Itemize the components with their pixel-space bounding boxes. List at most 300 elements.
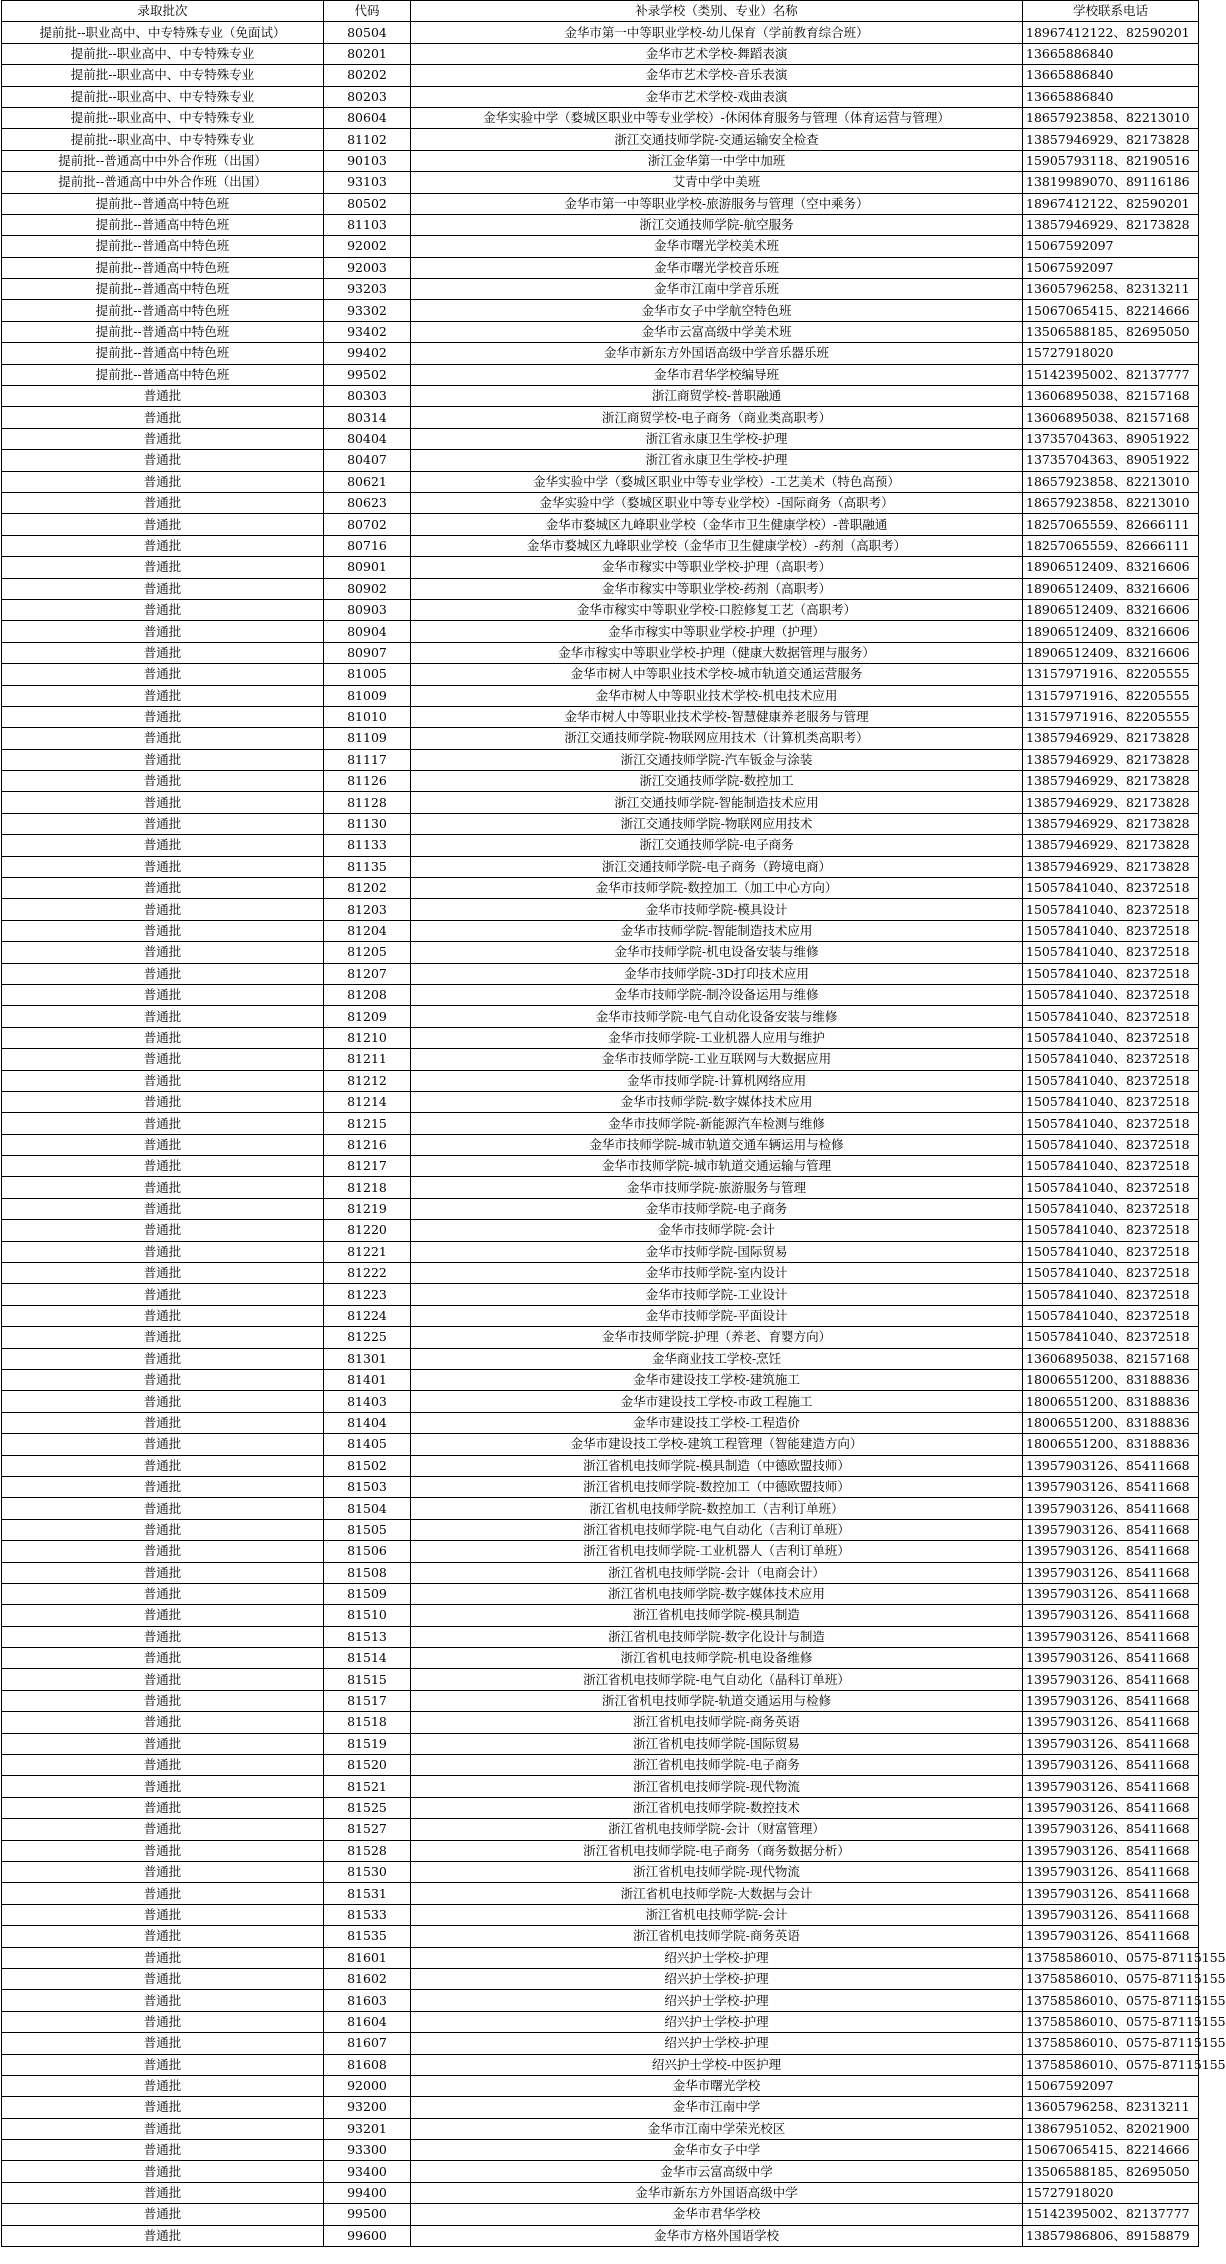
table-row	[2, 22, 1199, 43]
code-cell: 80203	[324, 86, 411, 107]
school-name-cell: 浙江金华第一中学中加班	[411, 150, 1023, 171]
batch-cell: 普通批	[2, 813, 324, 834]
phone-cell: 13605796258、82313211	[1023, 2097, 1199, 2118]
table-row	[2, 2075, 1199, 2096]
code-cell: 81401	[324, 1370, 411, 1391]
code-cell: 81514	[324, 1648, 411, 1669]
code-cell: 81135	[324, 856, 411, 877]
phone-cell: 13157971916、82205555	[1023, 664, 1199, 685]
batch-cell: 提前批--职业高中、中专特殊专业（免面试）	[2, 22, 324, 43]
phone-cell: 15057841040、82372518	[1023, 899, 1199, 920]
batch-cell: 普通批	[2, 1049, 324, 1070]
phone-cell: 18967412122、82590201	[1023, 193, 1199, 214]
code-cell: 80314	[324, 407, 411, 428]
phone-cell: 13957903126、85411668	[1023, 1605, 1199, 1626]
code-cell: 81220	[324, 1220, 411, 1241]
phone-cell: 13506588185、82695050	[1023, 2161, 1199, 2182]
code-cell: 99600	[324, 2225, 411, 2246]
table-row	[2, 1476, 1199, 1497]
phone-cell: 13957903126、85411668	[1023, 1455, 1199, 1476]
batch-cell: 普通批	[2, 2140, 324, 2161]
table-row	[2, 1305, 1199, 1326]
batch-cell: 普通批	[2, 1690, 324, 1711]
school-name-cell: 浙江省机电技师学院-电气自动化（吉利订单班）	[411, 1519, 1023, 1540]
table-row	[2, 514, 1199, 535]
school-name-cell: 金华市技师学院-机电设备安装与维修	[411, 942, 1023, 963]
code-cell: 81005	[324, 664, 411, 685]
batch-cell: 普通批	[2, 984, 324, 1005]
school-name-cell: 金华市婺城区九峰职业学校（金华市卫生健康学校）-药剂（高职考）	[411, 535, 1023, 556]
batch-cell: 提前批--职业高中、中专特殊专业	[2, 65, 324, 86]
table-row	[2, 942, 1199, 963]
school-name-cell: 金华市曙光学校	[411, 2075, 1023, 2096]
batch-cell: 普通批	[2, 2075, 324, 2096]
code-cell: 92002	[324, 236, 411, 257]
batch-cell: 普通批	[2, 664, 324, 685]
school-name-cell: 金华市第一中等职业学校-幼儿保育（学前教育综合班）	[411, 22, 1023, 43]
phone-cell: 18906512409、83216606	[1023, 599, 1199, 620]
code-cell: 99500	[324, 2204, 411, 2225]
code-cell: 81219	[324, 1198, 411, 1219]
code-cell: 81109	[324, 728, 411, 749]
table-row	[2, 664, 1199, 685]
batch-cell: 普通批	[2, 428, 324, 449]
school-name-cell: 浙江省机电技师学院-大数据与会计	[411, 1883, 1023, 1904]
phone-cell: 13957903126、85411668	[1023, 1733, 1199, 1754]
code-cell: 80404	[324, 428, 411, 449]
batch-cell: 普通批	[2, 1091, 324, 1112]
table-row	[2, 1690, 1199, 1711]
table-row	[2, 1797, 1199, 1818]
code-cell: 93300	[324, 2140, 411, 2161]
phone-cell: 18906512409、83216606	[1023, 557, 1199, 578]
phone-cell: 13758586010、0575-87115155	[1023, 1947, 1199, 1968]
phone-cell: 15057841040、82372518	[1023, 1091, 1199, 1112]
phone-cell: 13758586010、0575-87115155	[1023, 2054, 1199, 2075]
code-cell: 81215	[324, 1113, 411, 1134]
school-name-cell: 金华市建设技工学校-市政工程施工	[411, 1391, 1023, 1412]
phone-cell: 13857946929、82173828	[1023, 835, 1199, 856]
school-name-cell: 金华市技师学院-城市轨道交通运输与管理	[411, 1156, 1023, 1177]
school-name-cell: 金华市云富高级中学	[411, 2161, 1023, 2182]
phone-cell: 15067592097	[1023, 236, 1199, 257]
school-name-cell: 金华市女子中学	[411, 2140, 1023, 2161]
code-cell: 81603	[324, 1990, 411, 2011]
batch-cell: 普通批	[2, 2097, 324, 2118]
batch-cell: 普通批	[2, 578, 324, 599]
school-name-cell: 金华市技师学院-计算机网络应用	[411, 1070, 1023, 1091]
phone-cell: 13857946929、82173828	[1023, 813, 1199, 834]
table-row	[2, 1327, 1199, 1348]
batch-cell: 普通批	[2, 2011, 324, 2032]
phone-cell: 13758586010、0575-87115155	[1023, 1990, 1199, 2011]
school-name-cell: 浙江省永康卫生学校-护理	[411, 450, 1023, 471]
phone-cell: 13957903126、85411668	[1023, 1712, 1199, 1733]
school-name-cell: 金华市云富高级中学美术班	[411, 321, 1023, 342]
school-name-cell: 金华市技师学院-新能源汽车检测与维修	[411, 1113, 1023, 1134]
table-row	[2, 920, 1199, 941]
table-row	[2, 1113, 1199, 1134]
table-row	[2, 1049, 1199, 1070]
table-row	[2, 878, 1199, 899]
batch-cell: 普通批	[2, 1348, 324, 1369]
code-cell: 81533	[324, 1904, 411, 1925]
code-cell: 80623	[324, 492, 411, 513]
school-name-cell: 金华市第一中等职业学校-旅游服务与管理（空中乘务）	[411, 193, 1023, 214]
code-cell: 81225	[324, 1327, 411, 1348]
school-name-cell: 金华市建设技工学校-建筑施工	[411, 1370, 1023, 1391]
table-row	[2, 343, 1199, 364]
batch-cell: 普通批	[2, 1070, 324, 1091]
code-cell: 81301	[324, 1348, 411, 1369]
code-cell: 81504	[324, 1498, 411, 1519]
code-cell: 81103	[324, 214, 411, 235]
phone-cell: 18657923858、82213010	[1023, 107, 1199, 128]
batch-cell: 普通批	[2, 1648, 324, 1669]
code-cell: 81214	[324, 1091, 411, 1112]
code-cell: 81404	[324, 1412, 411, 1433]
phone-cell: 13857986806、89158879	[1023, 2225, 1199, 2246]
table-row	[2, 1712, 1199, 1733]
school-name-cell: 浙江省永康卫生学校-护理	[411, 428, 1023, 449]
code-cell: 80407	[324, 450, 411, 471]
school-name-cell: 金华市稼实中等职业学校-护理（护理）	[411, 621, 1023, 642]
code-cell: 81102	[324, 129, 411, 150]
phone-cell: 13957903126、85411668	[1023, 1648, 1199, 1669]
batch-cell: 普通批	[2, 1755, 324, 1776]
batch-cell: 提前批--职业高中、中专特殊专业	[2, 43, 324, 64]
phone-cell: 13605796258、82313211	[1023, 279, 1199, 300]
table-row	[2, 1776, 1199, 1797]
table-row	[2, 706, 1199, 727]
phone-cell: 13957903126、85411668	[1023, 1755, 1199, 1776]
batch-cell: 普通批	[2, 749, 324, 770]
school-name-cell: 金华市君华学校	[411, 2204, 1023, 2225]
school-name-cell: 浙江省机电技师学院-电气自动化（晶科订单班）	[411, 1669, 1023, 1690]
code-cell: 81117	[324, 749, 411, 770]
batch-cell: 普通批	[2, 557, 324, 578]
code-cell: 80502	[324, 193, 411, 214]
phone-cell: 13857946929、82173828	[1023, 728, 1199, 749]
batch-cell: 提前批--普通高中特色班	[2, 193, 324, 214]
table-row	[2, 771, 1199, 792]
school-name-cell: 金华市君华学校编导班	[411, 364, 1023, 385]
phone-cell: 13506588185、82695050	[1023, 321, 1199, 342]
table-row	[2, 2182, 1199, 2203]
table-body	[2, 22, 1226, 2247]
batch-cell: 提前批--普通高中特色班	[2, 236, 324, 257]
code-cell: 80303	[324, 386, 411, 407]
batch-cell: 提前批--普通高中特色班	[2, 300, 324, 321]
code-cell: 92003	[324, 257, 411, 278]
phone-cell: 15057841040、82372518	[1023, 1070, 1199, 1091]
header-phone: 学校联系电话	[1023, 1, 1199, 22]
batch-cell: 普通批	[2, 1712, 324, 1733]
table-row	[2, 1605, 1199, 1626]
school-name-cell: 浙江省机电技师学院-模具制造	[411, 1605, 1023, 1626]
phone-cell: 13665886840	[1023, 43, 1199, 64]
phone-cell: 15057841040、82372518	[1023, 1220, 1199, 1241]
school-name-cell: 金华市艺术学校-舞蹈表演	[411, 43, 1023, 64]
table-row	[2, 1027, 1199, 1048]
phone-cell: 13819989070、89116186	[1023, 172, 1199, 193]
phone-cell: 15057841040、82372518	[1023, 1284, 1199, 1305]
table-row	[2, 685, 1199, 706]
phone-cell: 18657923858、82213010	[1023, 471, 1199, 492]
batch-cell: 普通批	[2, 407, 324, 428]
code-cell: 81212	[324, 1070, 411, 1091]
batch-cell: 普通批	[2, 1305, 324, 1326]
batch-cell: 提前批--职业高中、中专特殊专业	[2, 129, 324, 150]
batch-cell: 普通批	[2, 1583, 324, 1604]
table-row	[2, 1263, 1199, 1284]
phone-cell: 15057841040、82372518	[1023, 984, 1199, 1005]
code-cell: 80702	[324, 514, 411, 535]
code-cell: 93400	[324, 2161, 411, 2182]
phone-cell: 13758586010、0575-87115155	[1023, 1968, 1199, 1989]
phone-cell: 15067592097	[1023, 257, 1199, 278]
phone-cell: 13606895038、82157168	[1023, 386, 1199, 407]
code-cell: 81521	[324, 1776, 411, 1797]
school-name-cell: 浙江省机电技师学院-工业机器人（吉利订单班）	[411, 1541, 1023, 1562]
batch-cell: 普通批	[2, 1926, 324, 1947]
code-cell: 81210	[324, 1027, 411, 1048]
table-row	[2, 257, 1199, 278]
phone-cell: 15067065415、82214666	[1023, 300, 1199, 321]
batch-cell: 普通批	[2, 1198, 324, 1219]
school-name-cell: 金华实验中学（婺城区职业中等专业学校）-工艺美术（特色高预）	[411, 471, 1023, 492]
table-row	[2, 86, 1199, 107]
phone-cell: 13735704363、89051922	[1023, 428, 1199, 449]
school-name-cell: 金华市技师学院-室内设计	[411, 1263, 1023, 1284]
code-cell: 81216	[324, 1134, 411, 1155]
table-row	[2, 2225, 1199, 2246]
table-row	[2, 557, 1199, 578]
batch-cell: 普通批	[2, 1370, 324, 1391]
header-school-name: 补录学校（类别、专业）名称	[411, 1, 1023, 22]
table-row	[2, 856, 1199, 877]
code-cell: 81508	[324, 1562, 411, 1583]
phone-cell: 15905793118、82190516	[1023, 150, 1199, 171]
table-row	[2, 2097, 1199, 2118]
batch-cell: 普通批	[2, 1498, 324, 1519]
table-row	[2, 963, 1199, 984]
code-cell: 80604	[324, 107, 411, 128]
school-name-cell: 金华市技师学院-护理（养老、育婴方向）	[411, 1327, 1023, 1348]
code-cell: 81133	[324, 835, 411, 856]
table-row	[2, 279, 1199, 300]
batch-cell: 普通批	[2, 1391, 324, 1412]
table-row	[2, 1412, 1199, 1433]
school-name-cell: 金华市技师学院-工业互联网与大数据应用	[411, 1049, 1023, 1070]
code-cell: 81128	[324, 792, 411, 813]
code-cell: 81218	[324, 1177, 411, 1198]
table-row	[2, 321, 1199, 342]
table-row	[2, 1220, 1199, 1241]
batch-cell: 提前批--职业高中、中专特殊专业	[2, 86, 324, 107]
phone-cell: 13957903126、85411668	[1023, 1926, 1199, 1947]
phone-cell: 18257065559、82666111	[1023, 514, 1199, 535]
table-row	[2, 1177, 1199, 1198]
phone-cell: 13957903126、85411668	[1023, 1562, 1199, 1583]
code-cell: 81403	[324, 1391, 411, 1412]
table-row	[2, 1370, 1199, 1391]
header-code: 代码	[324, 1, 411, 22]
batch-cell: 提前批--普通高中中外合作班（出国）	[2, 150, 324, 171]
batch-cell: 提前批--普通高中特色班	[2, 364, 324, 385]
batch-cell: 普通批	[2, 1220, 324, 1241]
phone-cell: 15057841040、82372518	[1023, 878, 1199, 899]
batch-cell: 普通批	[2, 1541, 324, 1562]
batch-cell: 普通批	[2, 835, 324, 856]
batch-cell: 普通批	[2, 1733, 324, 1754]
school-name-cell: 金华市艺术学校-戏曲表演	[411, 86, 1023, 107]
phone-cell: 15727918020	[1023, 343, 1199, 364]
phone-cell: 13735704363、89051922	[1023, 450, 1199, 471]
batch-cell: 普通批	[2, 685, 324, 706]
table-row	[2, 1348, 1199, 1369]
school-name-cell: 金华实验中学（婺城区职业中等专业学校）-休闲体育服务与管理（体育运营与管理）	[411, 107, 1023, 128]
batch-cell: 普通批	[2, 1776, 324, 1797]
phone-cell: 18967412122、82590201	[1023, 22, 1199, 43]
code-cell: 81205	[324, 942, 411, 963]
code-cell: 81126	[324, 771, 411, 792]
school-name-cell: 绍兴护士学校-中医护理	[411, 2054, 1023, 2075]
school-name-cell: 金华市技师学院-数控加工（加工中心方向）	[411, 878, 1023, 899]
batch-cell: 普通批	[2, 792, 324, 813]
phone-cell: 15057841040、82372518	[1023, 1006, 1199, 1027]
table-row	[2, 150, 1199, 171]
phone-cell: 15057841040、82372518	[1023, 1327, 1199, 1348]
code-cell: 81204	[324, 920, 411, 941]
phone-cell: 13857946929、82173828	[1023, 129, 1199, 150]
phone-cell: 13157971916、82205555	[1023, 706, 1199, 727]
code-cell: 81531	[324, 1883, 411, 1904]
admission-table	[1, 0, 1226, 2247]
phone-cell: 15057841040、82372518	[1023, 1241, 1199, 1262]
batch-cell: 普通批	[2, 1412, 324, 1433]
school-name-cell: 浙江省机电技师学院-电子商务（商务数据分析）	[411, 1840, 1023, 1861]
batch-cell: 普通批	[2, 492, 324, 513]
phone-cell: 15057841040、82372518	[1023, 1177, 1199, 1198]
code-cell: 81513	[324, 1626, 411, 1647]
school-name-cell: 金华市稼实中等职业学校-护理（高职考）	[411, 557, 1023, 578]
batch-cell: 普通批	[2, 1113, 324, 1134]
phone-cell: 13957903126、85411668	[1023, 1904, 1199, 1925]
code-cell: 99502	[324, 364, 411, 385]
code-cell: 81211	[324, 1049, 411, 1070]
school-name-cell: 浙江交通技师学院-电子商务	[411, 835, 1023, 856]
batch-cell: 普通批	[2, 2225, 324, 2246]
table-row	[2, 1583, 1199, 1604]
table-row	[2, 535, 1199, 556]
table-row	[2, 1990, 1199, 2011]
school-name-cell: 金华市江南中学	[411, 2097, 1023, 2118]
code-cell: 80902	[324, 578, 411, 599]
school-name-cell: 金华市树人中等职业技术学校-智慧健康养老服务与管理	[411, 706, 1023, 727]
code-cell: 80201	[324, 43, 411, 64]
code-cell: 80202	[324, 65, 411, 86]
school-name-cell: 金华市技师学院-旅游服务与管理	[411, 1177, 1023, 1198]
batch-cell: 普通批	[2, 1562, 324, 1583]
code-cell: 81405	[324, 1434, 411, 1455]
phone-cell: 13758586010、0575-87115155	[1023, 2033, 1199, 2054]
batch-cell: 提前批--普通高中中外合作班（出国）	[2, 172, 324, 193]
school-name-cell: 金华市方格外国语学校	[411, 2225, 1023, 2246]
table-row	[2, 2161, 1199, 2182]
code-cell: 93201	[324, 2118, 411, 2139]
code-cell: 81009	[324, 685, 411, 706]
table-row	[2, 386, 1199, 407]
table-row	[2, 1198, 1199, 1219]
batch-cell: 提前批--职业高中、中专特殊专业	[2, 107, 324, 128]
phone-cell: 15057841040、82372518	[1023, 1134, 1199, 1155]
batch-cell: 普通批	[2, 2054, 324, 2075]
phone-cell: 18006551200、83188836	[1023, 1412, 1199, 1433]
school-name-cell: 浙江省机电技师学院-电子商务	[411, 1755, 1023, 1776]
phone-cell: 15057841040、82372518	[1023, 1198, 1199, 1219]
code-cell: 93302	[324, 300, 411, 321]
batch-cell: 普通批	[2, 1840, 324, 1861]
table-row	[2, 2140, 1199, 2161]
batch-cell: 普通批	[2, 1156, 324, 1177]
table-row	[2, 2054, 1199, 2075]
table-row	[2, 300, 1199, 321]
code-cell: 81515	[324, 1669, 411, 1690]
table-row	[2, 599, 1199, 620]
batch-cell: 提前批--普通高中特色班	[2, 279, 324, 300]
phone-cell: 18906512409、83216606	[1023, 578, 1199, 599]
table-row	[2, 1626, 1199, 1647]
school-name-cell: 浙江省机电技师学院-会计	[411, 1904, 1023, 1925]
batch-cell: 普通批	[2, 1134, 324, 1155]
table-row	[2, 1861, 1199, 1882]
phone-cell: 13957903126、85411668	[1023, 1690, 1199, 1711]
batch-cell: 普通批	[2, 1904, 324, 1925]
table-row	[2, 1241, 1199, 1262]
school-name-cell: 浙江省机电技师学院-商务英语	[411, 1926, 1023, 1947]
phone-cell: 13957903126、85411668	[1023, 1840, 1199, 1861]
batch-cell: 普通批	[2, 1327, 324, 1348]
phone-cell: 13606895038、82157168	[1023, 407, 1199, 428]
school-name-cell: 金华市艺术学校-音乐表演	[411, 65, 1023, 86]
table-row	[2, 984, 1199, 1005]
phone-cell: 18006551200、83188836	[1023, 1434, 1199, 1455]
table-row	[2, 471, 1199, 492]
table-row	[2, 1819, 1199, 1840]
table-row	[2, 1669, 1199, 1690]
table-row	[2, 450, 1199, 471]
code-cell: 81506	[324, 1541, 411, 1562]
table-row	[2, 1391, 1199, 1412]
school-name-cell: 金华实验中学（婺城区职业中等专业学校）-国际商务（高职考）	[411, 492, 1023, 513]
code-cell: 93402	[324, 321, 411, 342]
phone-cell: 18657923858、82213010	[1023, 492, 1199, 513]
code-cell: 81510	[324, 1605, 411, 1626]
school-name-cell: 浙江交通技师学院-汽车钣金与涂装	[411, 749, 1023, 770]
phone-cell: 13857946929、82173828	[1023, 749, 1199, 770]
table-row	[2, 193, 1199, 214]
phone-cell: 15057841040、82372518	[1023, 942, 1199, 963]
phone-cell: 18006551200、83188836	[1023, 1391, 1199, 1412]
phone-cell: 15142395002、82137777	[1023, 364, 1199, 385]
table-row	[2, 492, 1199, 513]
code-cell: 81525	[324, 1797, 411, 1818]
batch-cell: 普通批	[2, 386, 324, 407]
school-name-cell: 浙江省机电技师学院-现代物流	[411, 1776, 1023, 1797]
school-name-cell: 金华市技师学院-模具设计	[411, 899, 1023, 920]
school-name-cell: 金华市婺城区九峰职业学校（金华市卫生健康学校）-普职融通	[411, 514, 1023, 535]
